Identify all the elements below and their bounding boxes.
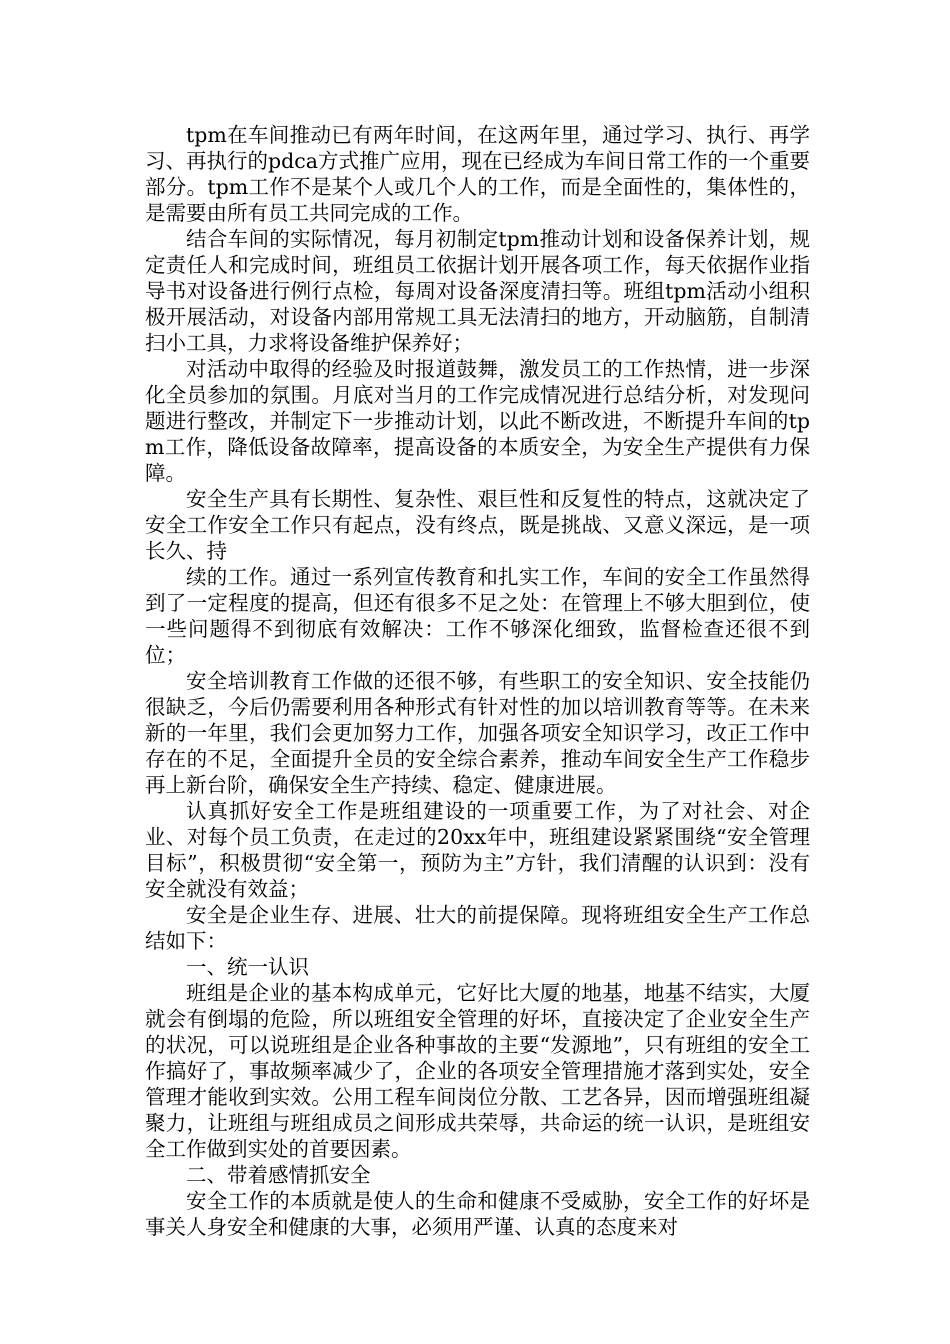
paragraph: 续的工作。通过一系列宣传教育和扎实工作，车间的安全工作虽然得到了一定程度的提高，但还有很多不足之处：在管理上不够大胆到位，使一些问题得不到彻底有效解决：工作不够深化细致，监督检查还很不到位； — [145, 565, 810, 667]
paragraph: 认真抓好安全工作是班组建设的一项重要工作，为了对社会、对企业、对每个员工负责，在走过的20xx年中，班组建设紧紧围绕“安全管理目标”，积极贯彻“安全第一，预防为主”方针，我们清醒的认识到：没有安全就没有效益； — [145, 799, 810, 901]
paragraph: 班组是企业的基本构成单元，它好比大厦的地基，地基不结实，大厦就会有倒塌的危险，所以班组安全管理的好坏，直接决定了企业安全生产的状况，可以说班组是企业各种事故的主要“发源地”，只有班组的安全工作搞好了，事故频率减少了，企业的各项安全管理措施才落到实处，安全管理才能收到实效。公用工程车间岗位分散、工艺各异，因而增强班组凝聚力，让班组与班组成员之间形成共荣辱，共命运的统一认识，是班组安全工作做到实处的首要因素。 — [145, 981, 810, 1161]
paragraph: tpm在车间推动已有两年时间，在这两年里，通过学习、执行、再学习、再执行的pdca方式推广应用，现在已经成为车间日常工作的一个重要部分。tpm工作不是某个人或几个人的工作，而是全面性的，集体性的，是需要由所有员工共同完成的工作。 — [145, 123, 810, 225]
section-heading: 二、带着感情抓安全 — [186, 1163, 371, 1187]
paragraph: 安全是企业生存、进展、壮大的前提保障。现将班组安全生产工作总结如下： — [145, 903, 810, 953]
paragraph: 对活动中取得的经验及时报道鼓舞，激发员工的工作热情，进一步深化全员参加的氛围。月底对当月的工作完成情况进行总结分析，对发现问题进行整改，并制定下一步推动计划，以此不断改进，不断提升车间的tpm工作，降低设备故障率，提高设备的本质安全，为安全生产提供有力保障。 — [145, 357, 810, 485]
paragraph: 安全工作的本质就是使人的生命和健康不受威胁，安全工作的好坏是事关人身安全和健康的大事，必须用严谨、认真的态度来对 — [145, 1189, 810, 1239]
paragraph: 安全培训教育工作做的还很不够，有些职工的安全知识、安全技能仍很缺乏，今后仍需要利用各种形式有针对性的加以培训教育等等。在未来新的一年里，我们会更加努力工作，加强各项安全知识学习，改正工作中存在的不足，全面提升全员的安全综合素养，推动车间安全生产工作稳步再上新台阶，确保安全生产持续、稳定、健康进展。 — [145, 669, 810, 797]
document-body — [145, 122, 810, 1240]
paragraph: 安全生产具有长期性、复杂性、艰巨性和反复性的特点，这就决定了安全工作安全工作只有起点，没有终点，既是挑战、又意义深远，是一项长久、持 — [145, 487, 810, 563]
section-heading: 一、统一认识 — [186, 955, 309, 979]
paragraph: 结合车间的实际情况，每月初制定tpm推动计划和设备保养计划，规定责任人和完成时间，班组员工依据计划开展各项工作，每天依据作业指导书对设备进行例行点检，每周对设备深度清扫等。班组tpm活动小组积极开展活动，对设备内部用常规工具无法清扫的地方，开动脑筋，自制清扫小工具，力求将设备维护保养好； — [145, 227, 810, 355]
